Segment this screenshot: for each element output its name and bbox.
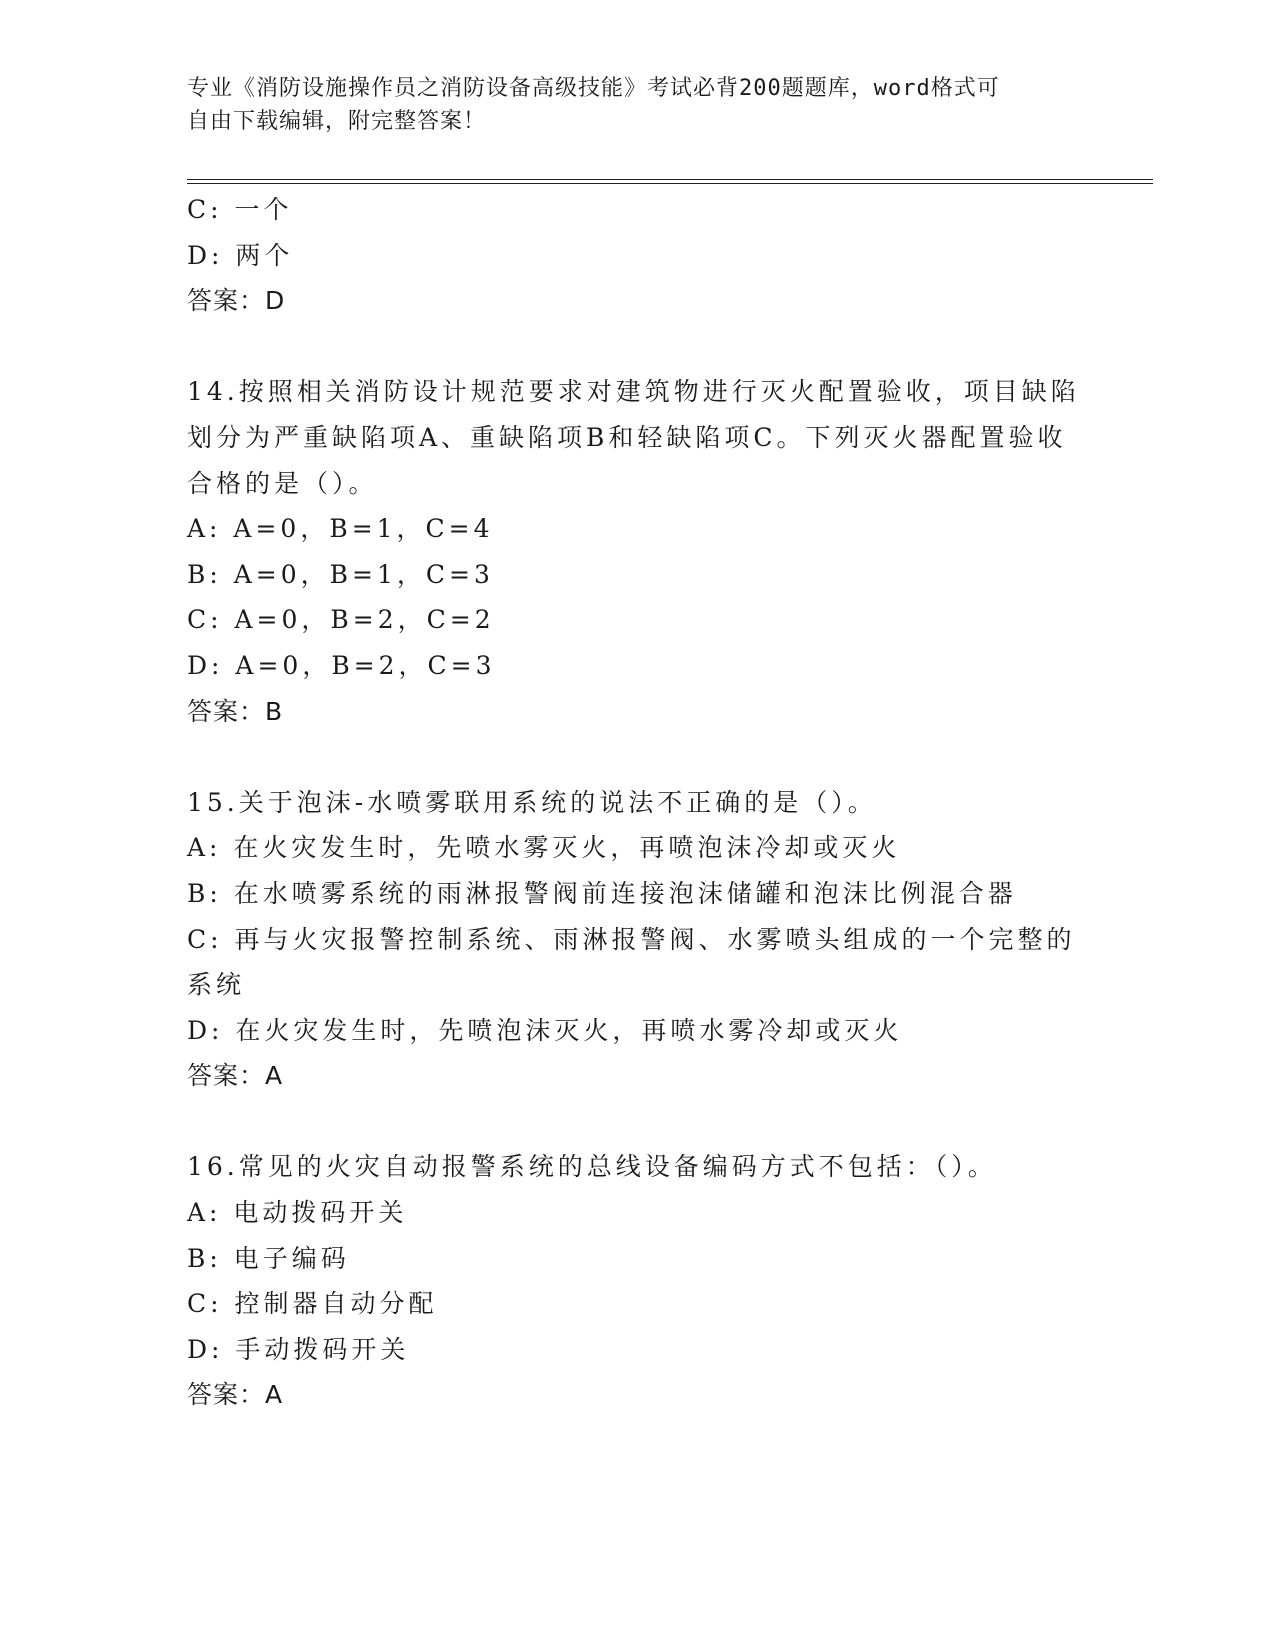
question-text-line: 16.常见的火灾自动报警系统的总线设备编码方式不包括：（）。	[187, 1152, 997, 1182]
option-c-continued: 系统	[187, 970, 246, 1000]
option-d: D: A=0，B=2，C=3	[187, 650, 496, 680]
option-d: D: 两个	[187, 240, 294, 270]
option-b: B: 在水喷雾系统的雨淋报警阀前连接泡沫储罐和泡沫比例混合器	[187, 878, 1017, 908]
header-rule-bottom	[187, 183, 1153, 184]
option-c: C: 控制器自动分配	[187, 1289, 438, 1319]
question-15	[187, 780, 1087, 1099]
answer: 答案：B	[187, 696, 284, 726]
option-c: C: 一个	[187, 195, 293, 224]
question-text-line: 划分为严重缺陷项A、重缺陷项B和轻缺陷项C。下列灭火器配置验收	[187, 422, 1067, 452]
answer: 答案：D	[187, 286, 286, 316]
option-a: A: 电动拨码开关	[187, 1198, 408, 1228]
spacer	[187, 734, 1087, 780]
question-13-tail	[187, 187, 1087, 324]
spacer	[187, 324, 1087, 370]
question-text-line: 合格的是（）。	[187, 468, 378, 498]
option-c: C: A=0，B=2，C=2	[187, 605, 495, 635]
spacer	[187, 1099, 1087, 1145]
question-text-line: 14.按照相关消防设计规范要求对建筑物进行灭火配置验收，项目缺陷	[187, 377, 1080, 407]
header-line-2: 自由下载编辑，附完整答案！	[187, 109, 487, 134]
option-b: B: 电子编码	[187, 1243, 350, 1273]
answer: 答案：A	[187, 1380, 284, 1410]
option-d: D: 在火灾发生时，先喷泡沫灭火，再喷水雾冷却或灭火	[187, 1015, 903, 1045]
option-b: B: A=0，B=1，C=3	[187, 559, 494, 589]
option-d: D: 手动拨码开关	[187, 1334, 410, 1364]
option-a: A: A=0，B=1，C=4	[187, 514, 494, 544]
page-header	[187, 72, 1087, 138]
option-a: A: 在火灾发生时，先喷水雾灭火，再喷泡沫冷却或灭火	[187, 833, 901, 863]
document-body	[187, 187, 1087, 1418]
answer: 答案：A	[187, 1061, 284, 1091]
question-14	[187, 369, 1087, 734]
question-text-line: 15.关于泡沫-水喷雾联用系统的说法不正确的是（）。	[187, 787, 877, 817]
option-c: C: 再与火灾报警控制系统、雨淋报警阀、水雾喷头组成的一个完整的	[187, 924, 1076, 954]
header-rule-top	[187, 179, 1153, 180]
question-16	[187, 1144, 1087, 1418]
header-line-1: 专业《消防设施操作员之消防设备高级技能》考试必背200题题库，word格式可	[187, 76, 1000, 101]
